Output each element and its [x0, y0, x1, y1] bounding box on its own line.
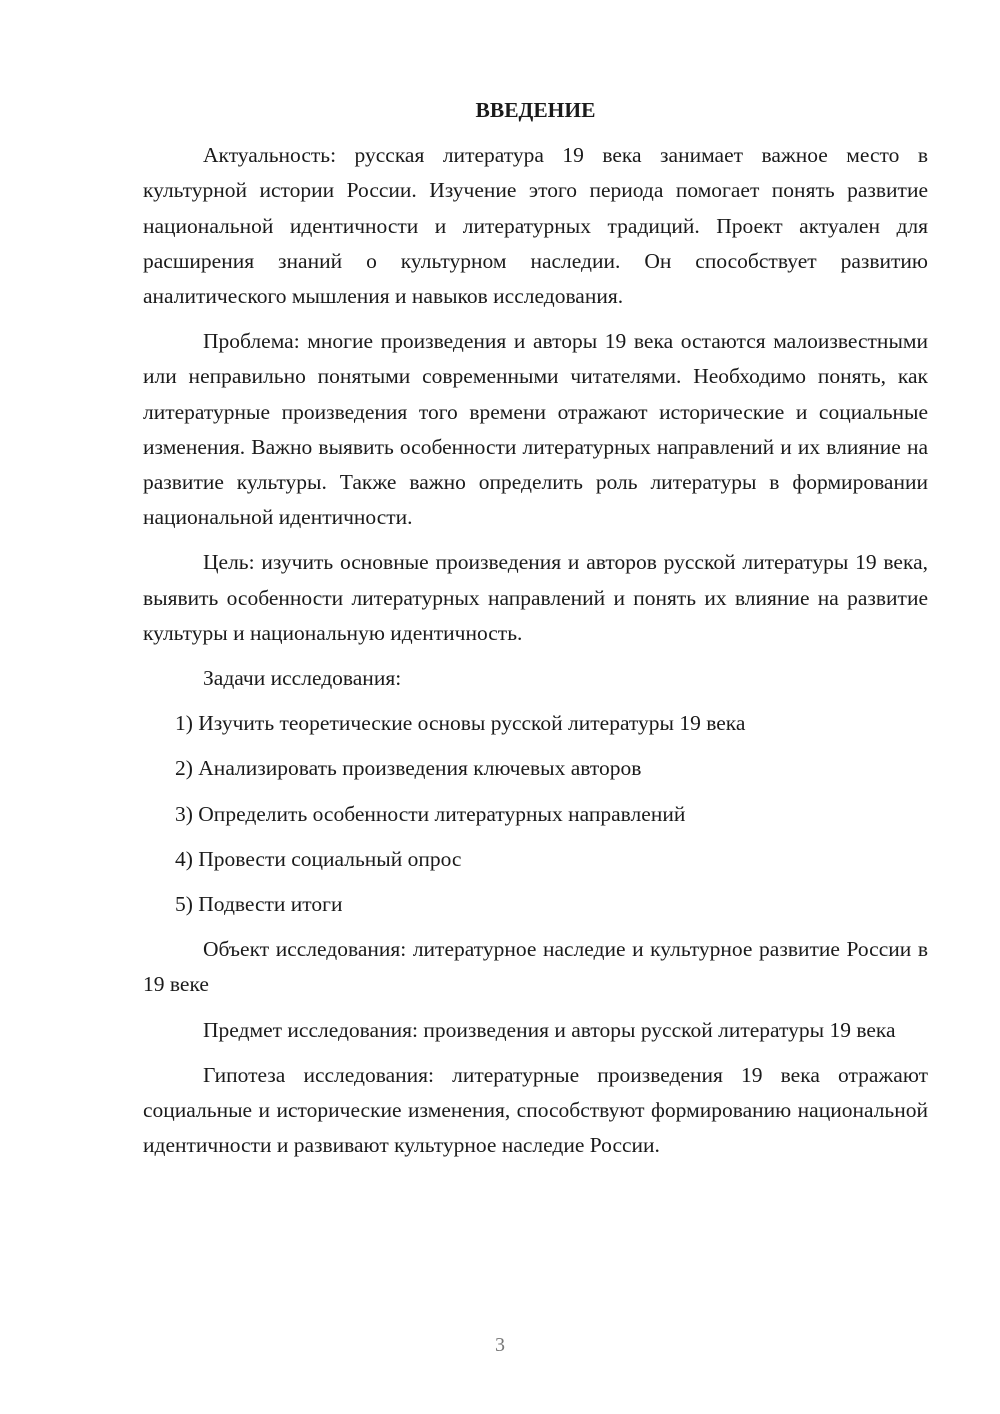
paragraph-problem: Проблема: многие произведения и авторы 19 века остаются малоизвестными или неправильно понятыми современными читателями. Необходимо понять, как литературные произведения того времени отражают исторические и социальные изменения. Важно выявить особенности литературных направлений и их влияние на развитие культуры. Также важно определить роль литературы в формировании национальной идентичности. — [143, 329, 928, 530]
paragraph-subject: Предмет исследования: произведения и авторы русской литературы 19 века — [203, 1017, 896, 1042]
paragraph-object: Объект исследования: литературное наследие и культурное развитие России в 19 веке — [143, 937, 928, 997]
task-item: 2) Анализировать произведения ключевых авторов — [175, 756, 642, 781]
document-page — [143, 93, 928, 1173]
task-item: 4) Провести социальный опрос — [175, 846, 462, 871]
paragraph-goal: Цель: изучить основные произведения и авторов русской литературы 19 века, выявить особенности литературных направлений и понять их влияние на развитие культуры и национальную идентичность. — [143, 550, 928, 645]
tasks-intro: Задачи исследования: — [203, 666, 402, 691]
section-heading: ВВЕДЕНИЕ — [475, 98, 596, 122]
tasks-list — [143, 706, 928, 922]
task-item: 3) Определить особенности литературных направлений — [175, 801, 686, 826]
task-item: 5) Подвести итоги — [175, 892, 343, 917]
paragraph-relevance: Актуальность: русская литература 19 века занимает важное место в культурной истории России. Изучение этого периода помогает понять развитие национальной идентичности и литературных традиций. Проект актуален для расширения знаний о культурном наследии. Он способствует развитию аналитического мышления и навыков исследования. — [143, 143, 928, 309]
task-item: 1) Изучить теоретические основы русской литературы 19 века — [175, 711, 746, 736]
page-number: 3 — [495, 1334, 505, 1356]
paragraph-hypothesis: Гипотеза исследования: литературные произведения 19 века отражают социальные и исторические изменения, способствуют формированию национальной идентичности и развивают культурное наследие России. — [143, 1062, 928, 1158]
